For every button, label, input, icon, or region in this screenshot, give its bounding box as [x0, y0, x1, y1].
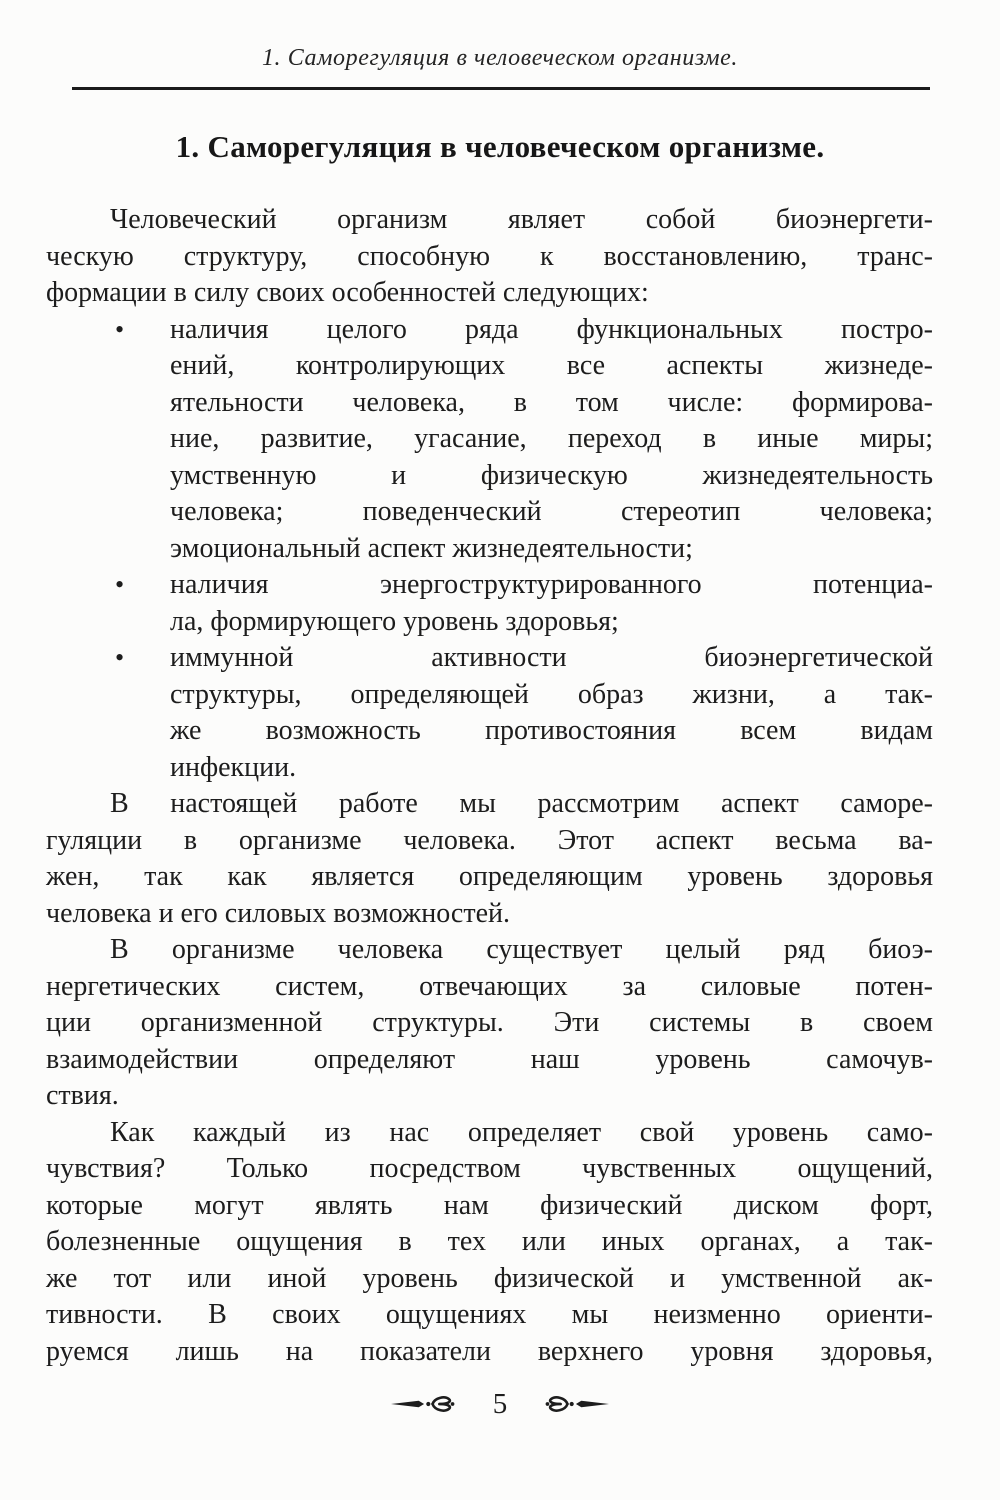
text-line: умственную и физическую жизнедеятельность [170, 459, 933, 491]
page-number: 5 [492, 1387, 508, 1420]
text-line: взаимодействии определяют наш уровень самочув- [46, 1043, 933, 1075]
text-line: же возможность противостояния всем видам [170, 715, 933, 746]
text-line: руемся лишь на показатели верхнего уровня здоровья, [46, 1335, 933, 1367]
bullet-icon: • [115, 314, 125, 344]
text-line: ений, контролирующих все аспекты жизнеде- [170, 350, 933, 381]
paragraph [46, 202, 933, 312]
text-line: ствия. [46, 1080, 119, 1111]
page-footer [0, 1384, 1000, 1424]
paragraph [46, 786, 933, 932]
text-line: эмоциональный аспект жизнедеятельности; [170, 532, 693, 564]
text-line: чувствия? Только посредством чувственных ощущений, [46, 1153, 933, 1184]
page-title: 1. Саморегуляция в человеческом организме. [175, 129, 825, 164]
footer-flourish-right-icon [527, 1394, 611, 1414]
footer-flourish-left-icon [389, 1394, 473, 1414]
text-line: ятельности человека, в том числе: формирова- [170, 386, 933, 418]
text-line: Человеческий организм являет собой биоэнергети- [110, 204, 933, 235]
text-line: болезненные ощущения в тех или иных органах, а так- [46, 1226, 933, 1257]
text-line: нергетических систем, отвечающих за силовые потен- [46, 970, 933, 1002]
bullet-item [46, 640, 933, 786]
text-line: ции организменной структуры. Эти системы в своем [46, 1007, 933, 1038]
text-line: В организме человека существует целый ряд биоэ- [110, 934, 933, 965]
bullet-icon: • [115, 643, 125, 672]
running-header: 1. Саморегуляция в человеческом организме. [261, 45, 739, 71]
text-line: ние, развитие, угасание, переход в иные миры; [170, 423, 933, 454]
bullet-icon: • [115, 570, 125, 599]
text-line: же тот или иной уровень физической и умственной ак- [46, 1262, 933, 1294]
paragraph [46, 932, 933, 1115]
text-line: человека и его силовых возможностей. [46, 897, 511, 929]
header-rule [72, 87, 930, 90]
paragraph [46, 1115, 933, 1371]
text-line: гуляции в организме человека. Этот аспект весьма ва- [46, 824, 933, 856]
text-line: структуры, определяющей образ жизни, а так- [170, 678, 933, 710]
text-line: иммунной активности биоэнергетической [170, 642, 933, 673]
text-line: которые могут являть нам физический диском форт, [46, 1189, 933, 1221]
text-line: инфекции. [170, 751, 297, 783]
text-line: ла, формирующего уровень здоровья; [170, 605, 619, 637]
text-line: Как каждый из нас определяет свой уровень само- [110, 1116, 933, 1148]
bullet-item [46, 567, 933, 640]
bullet-item [46, 312, 933, 568]
text-line: тивности. В своих ощущениях мы неизменно ориенти- [46, 1299, 933, 1330]
text-line: формации в силу своих особенностей следующих: [46, 277, 649, 308]
text-line: жен, так как является определяющим уровень здоровья [46, 861, 933, 892]
text-line: ческую структуру, способную к восстановлению, транс- [46, 240, 933, 272]
text-line: наличия энергоструктурированного потенциа- [170, 569, 933, 600]
body-text [46, 202, 933, 1370]
text-line: человека; поведенческий стереотип человека; [170, 496, 933, 527]
text-line: В настоящей работе мы рассмотрим аспект саморе- [110, 788, 933, 819]
text-line: наличия целого ряда функциональных постро- [170, 313, 933, 345]
